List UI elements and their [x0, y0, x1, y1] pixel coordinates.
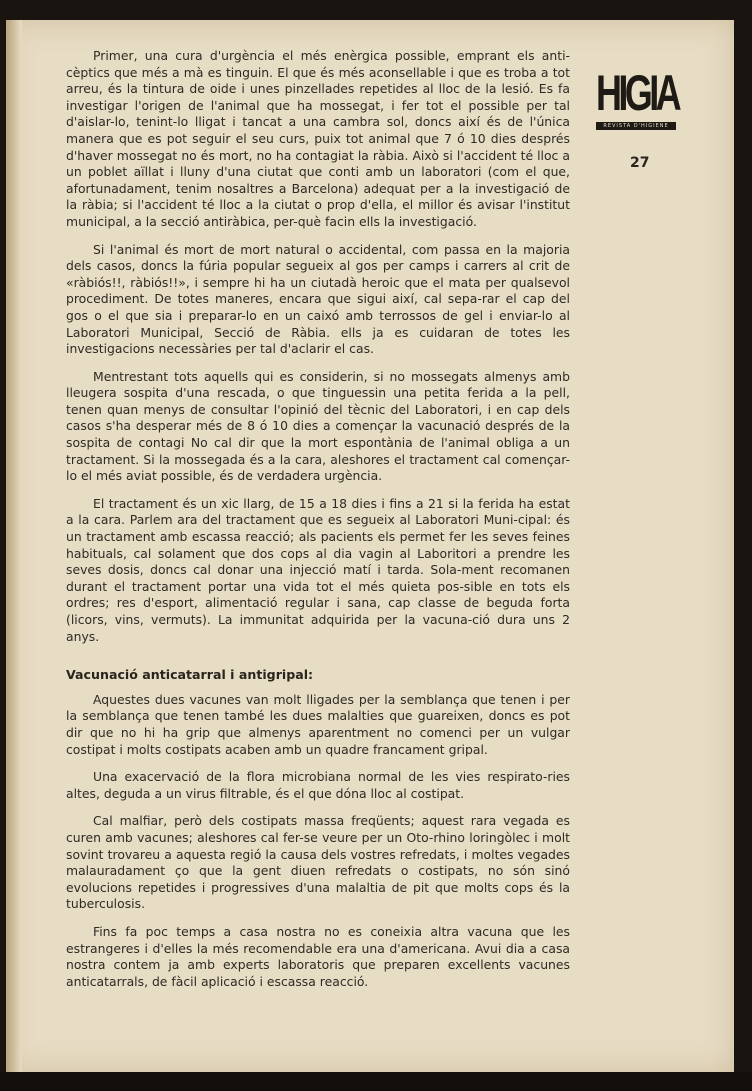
section-heading: Vacunació anticatarral i antigripal:	[66, 667, 314, 683]
paragraph: Fins fa poc temps a casa nostra no es coneixia altra vacuna que les estrangeres i d'elles la més recomendable era una d'americana. Avui dia a casa nostra contem ja amb experts laboratoris que preparen excellents vacunes anticatarrals, de fàcil aplicació i escassa reacció.	[66, 923, 570, 989]
logo-subtitle: REVISTA D'HIGIENE	[596, 122, 676, 130]
article-body	[66, 48, 570, 1001]
paragraph: Si l'animal és mort de mort natural o accidental, com passa en la majoria dels casos, doncs la fúria popular segueix al gos per camps i carrers al crit de «ràbiós!!, ràbiós!!», i sempre hi ha un ciutadà heroic que el mata per qualsevol procediment. De totes maneres, encara que sigui així, cal sepa-rar el cap del gos o el que sia i preparar-lo en un caixó amb terrossos de gel i enviar-lo al Laboratori Municipal, Secció de Ràbia. ells ja es cuidaran de totes les investigacions necessàries per tal d'aclarir el cas.	[66, 241, 570, 357]
paragraph: Cal malfiar, però dels costipats massa freqüents; aquest rara vegada es curen amb vacunes; aleshores cal fer-se veure per un Oto-rhino loringòlec i molt sovint trovareu a aquesta regió la causa dels vostres refredats, i moltes vegades malauradament ço que la gent diuen refredats o costipats, no són sinó evolucions repetides i progressives d'una malaltia de pit que molts cops és la tuberculosis.	[66, 813, 570, 912]
paragraph: Aquestes dues vacunes van molt lligades per la semblança que tenen i per la semblança que tenen també les dues malalties que guareixen, doncs es pot dir que no hi ha grip que almenys aparentment no comenci per un vulgar costipat i molts costipats acaben amb un quadre francament gripal.	[66, 691, 570, 757]
page-number: 27	[630, 155, 650, 171]
paragraph: El tractament és un xic llarg, de 15 a 18 dies i fins a 21 si la ferida ha estat a la cara. Parlem ara del tractament que es segueix al Laboratori Muni-cipal: és un tractament amb escassa reacció; als pacients els permet fer les seves feines habituals, cal solament que dos cops al dia vagin al Laboritori a prendre les seves dosis, doncs cal donar una injecció matí i tarda. Sola-ment recomanen durant el tractament portar una vida tot el més quieta pos-sible en tots els ordres; res d'esport, alimentació regular i sana, cap classe de beguda forta (licors, vins, vermuts). La immunitat adquirida per la vacuna-ció dura uns 2 anys.	[66, 495, 570, 644]
scan-bottom-border	[0, 1072, 752, 1091]
paragraph: Primer, una cura d'urgència el més enèrgica possible, emprant els anti-cèptics que més a mà es tinguin. El que és més aconsellable i que es troba a tot arreu, és la tintura de oide i unes pinzellades repetides al lloc de la lesió. Es fa investigar l'origen de l'animal que ha mossegat, i fer tot el possible per tal d'aislar-lo, tenint-lo lligat i tancat a una cambra sol, doncs així és de l'única manera que es pot seguir el seu curs, puix tot animal que 7 ó 10 dies després d'haver mossegat no és mort, no ha contagiat la ràbia. Això si l'accident té lloc a un poblet aïllat i lluny d'una ciutat que conti amb un laboratori (com el que, afortunadament, tenim nosaltres a Barcelona) adequat per a la investigació de la ràbia; si l'accident té lloc a la ciutat o prop d'ella, el millor és avisar l'institut municipal, a la secció antiràbica, per-què facin ells la investigació.	[66, 48, 570, 229]
page-edge-shadow	[6, 20, 22, 1072]
paragraph: Una exacervació de la flora microbiana normal de les vies respirato-ries altes, deguda a un virus filtrable, és el que dóna lloc al costipat.	[66, 769, 570, 801]
paragraph: Mentrestant tots aquells qui es considerin, si no mossegats almenys amb lleugera sospita d'una rescada, o que tinguessin una petita ferida a la pell, tenen quan menys de consultar l'opinió del tècnic del Laboratori, i en cap dels casos s'ha desperar més de 8 ó 10 dies a començar la vacunació després de la sospita de contagi No cal dir que la mort espontània de l'animal obliga a un tractament. Si la mossegada és a la cara, aleshores el tractament cal començar-lo el més aviat possible, és de verdadera urgència.	[66, 368, 570, 484]
journal-logo	[596, 66, 680, 142]
logo-mark: HIGIA	[596, 65, 679, 121]
